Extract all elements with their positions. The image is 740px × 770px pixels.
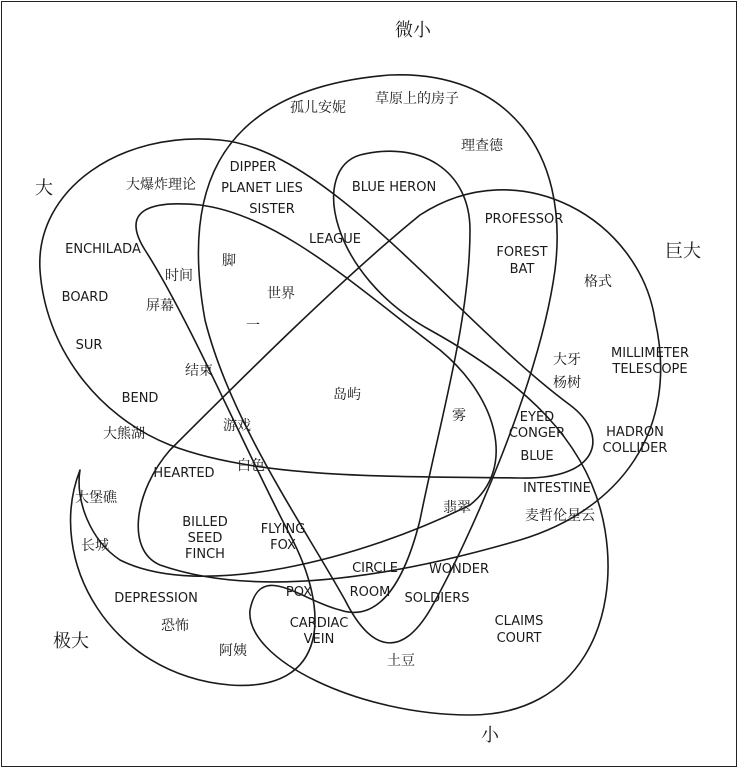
item-changcheng: 长城 (81, 538, 109, 554)
item-bend: BEND (121, 391, 159, 406)
item-dipper: DIPPER (229, 160, 277, 175)
set-label-xiao: 小 (481, 725, 499, 746)
set-outline-jida (71, 204, 497, 686)
item-yangshu: 杨树 (553, 375, 581, 391)
item-caoyuan: 草原上的房子 (375, 91, 459, 107)
item-bat: BAT (509, 262, 535, 277)
item-fox: FOX (270, 538, 296, 553)
item-yi: 一 (246, 318, 260, 334)
item-eyed: EYED (519, 410, 555, 425)
item-lichade: 理查德 (461, 138, 503, 154)
item-pingmu: 屏幕 (146, 298, 174, 314)
item-enchilada: ENCHILADA (65, 242, 141, 257)
set-label-jida: 极大 (53, 631, 89, 652)
item-soldiers: SOLDIERS (404, 591, 470, 606)
item-jiao: 脚 (222, 253, 236, 269)
item-millimeter: MILLIMETER (611, 346, 689, 361)
item-daya: 大牙 (553, 352, 581, 368)
set-label-da: 大 (35, 178, 53, 199)
item-ayi: 阿姨 (219, 643, 247, 659)
item-court: COURT (496, 631, 542, 646)
item-conger: CONGER (508, 426, 566, 441)
item-wu: 雾 (452, 408, 466, 424)
item-sur: SUR (75, 338, 103, 353)
item-dabaolei: 大堡礁 (75, 490, 117, 506)
item-planet-lies: PLANET LIES (221, 181, 303, 196)
item-cardiac: CARDIAC (289, 616, 349, 631)
set-label-weixiao: 微小 (395, 20, 431, 41)
item-claims: CLAIMS (494, 614, 544, 629)
item-daxionghu: 大熊湖 (103, 426, 145, 442)
item-room: ROOM (349, 585, 391, 600)
item-circle: CIRCLE (352, 561, 398, 576)
item-geshi: 格式 (584, 274, 612, 290)
item-forest: FOREST (496, 245, 548, 260)
item-seed: SEED (187, 531, 223, 546)
item-vein: VEIN (303, 632, 335, 647)
item-feicui: 翡翠 (443, 500, 471, 516)
item-hadron: HADRON (606, 425, 664, 440)
item-tudou: 土豆 (387, 653, 415, 669)
item-professor: PROFESSOR (484, 212, 564, 227)
item-billed: BILLED (182, 515, 228, 530)
item-collider: COLLIDER (602, 441, 668, 456)
item-dabaozha: 大爆炸理论 (126, 177, 196, 193)
item-shijie: 世界 (267, 286, 295, 302)
item-jieshu: 结束 (185, 363, 213, 379)
item-daoyu: 岛屿 (333, 387, 361, 403)
item-hearted: HEARTED (153, 466, 215, 481)
item-blue: BLUE (520, 449, 554, 464)
item-youxi: 游戏 (223, 418, 251, 434)
item-flying: FLYING (260, 522, 306, 537)
item-shijian: 时间 (165, 268, 193, 284)
item-blue-heron: BLUE HERON (351, 180, 437, 195)
item-depression: DEPRESSION (114, 591, 198, 606)
item-pox: POX (285, 585, 313, 600)
item-guer-anni: 孤儿安妮 (290, 100, 346, 116)
item-sister: SISTER (249, 202, 295, 217)
item-wonder: WONDER (428, 562, 490, 577)
item-board: BOARD (61, 290, 109, 305)
item-telescope: TELESCOPE (612, 362, 688, 377)
item-baise: 白色 (237, 458, 265, 474)
item-intestine: INTESTINE (523, 481, 591, 496)
item-magellan: 麦哲伦星云 (525, 508, 595, 524)
item-finch: FINCH (185, 547, 225, 562)
item-league: LEAGUE (309, 232, 361, 247)
set-label-juda: 巨大 (665, 241, 701, 262)
item-konghuang: 恐怖 (161, 618, 189, 634)
